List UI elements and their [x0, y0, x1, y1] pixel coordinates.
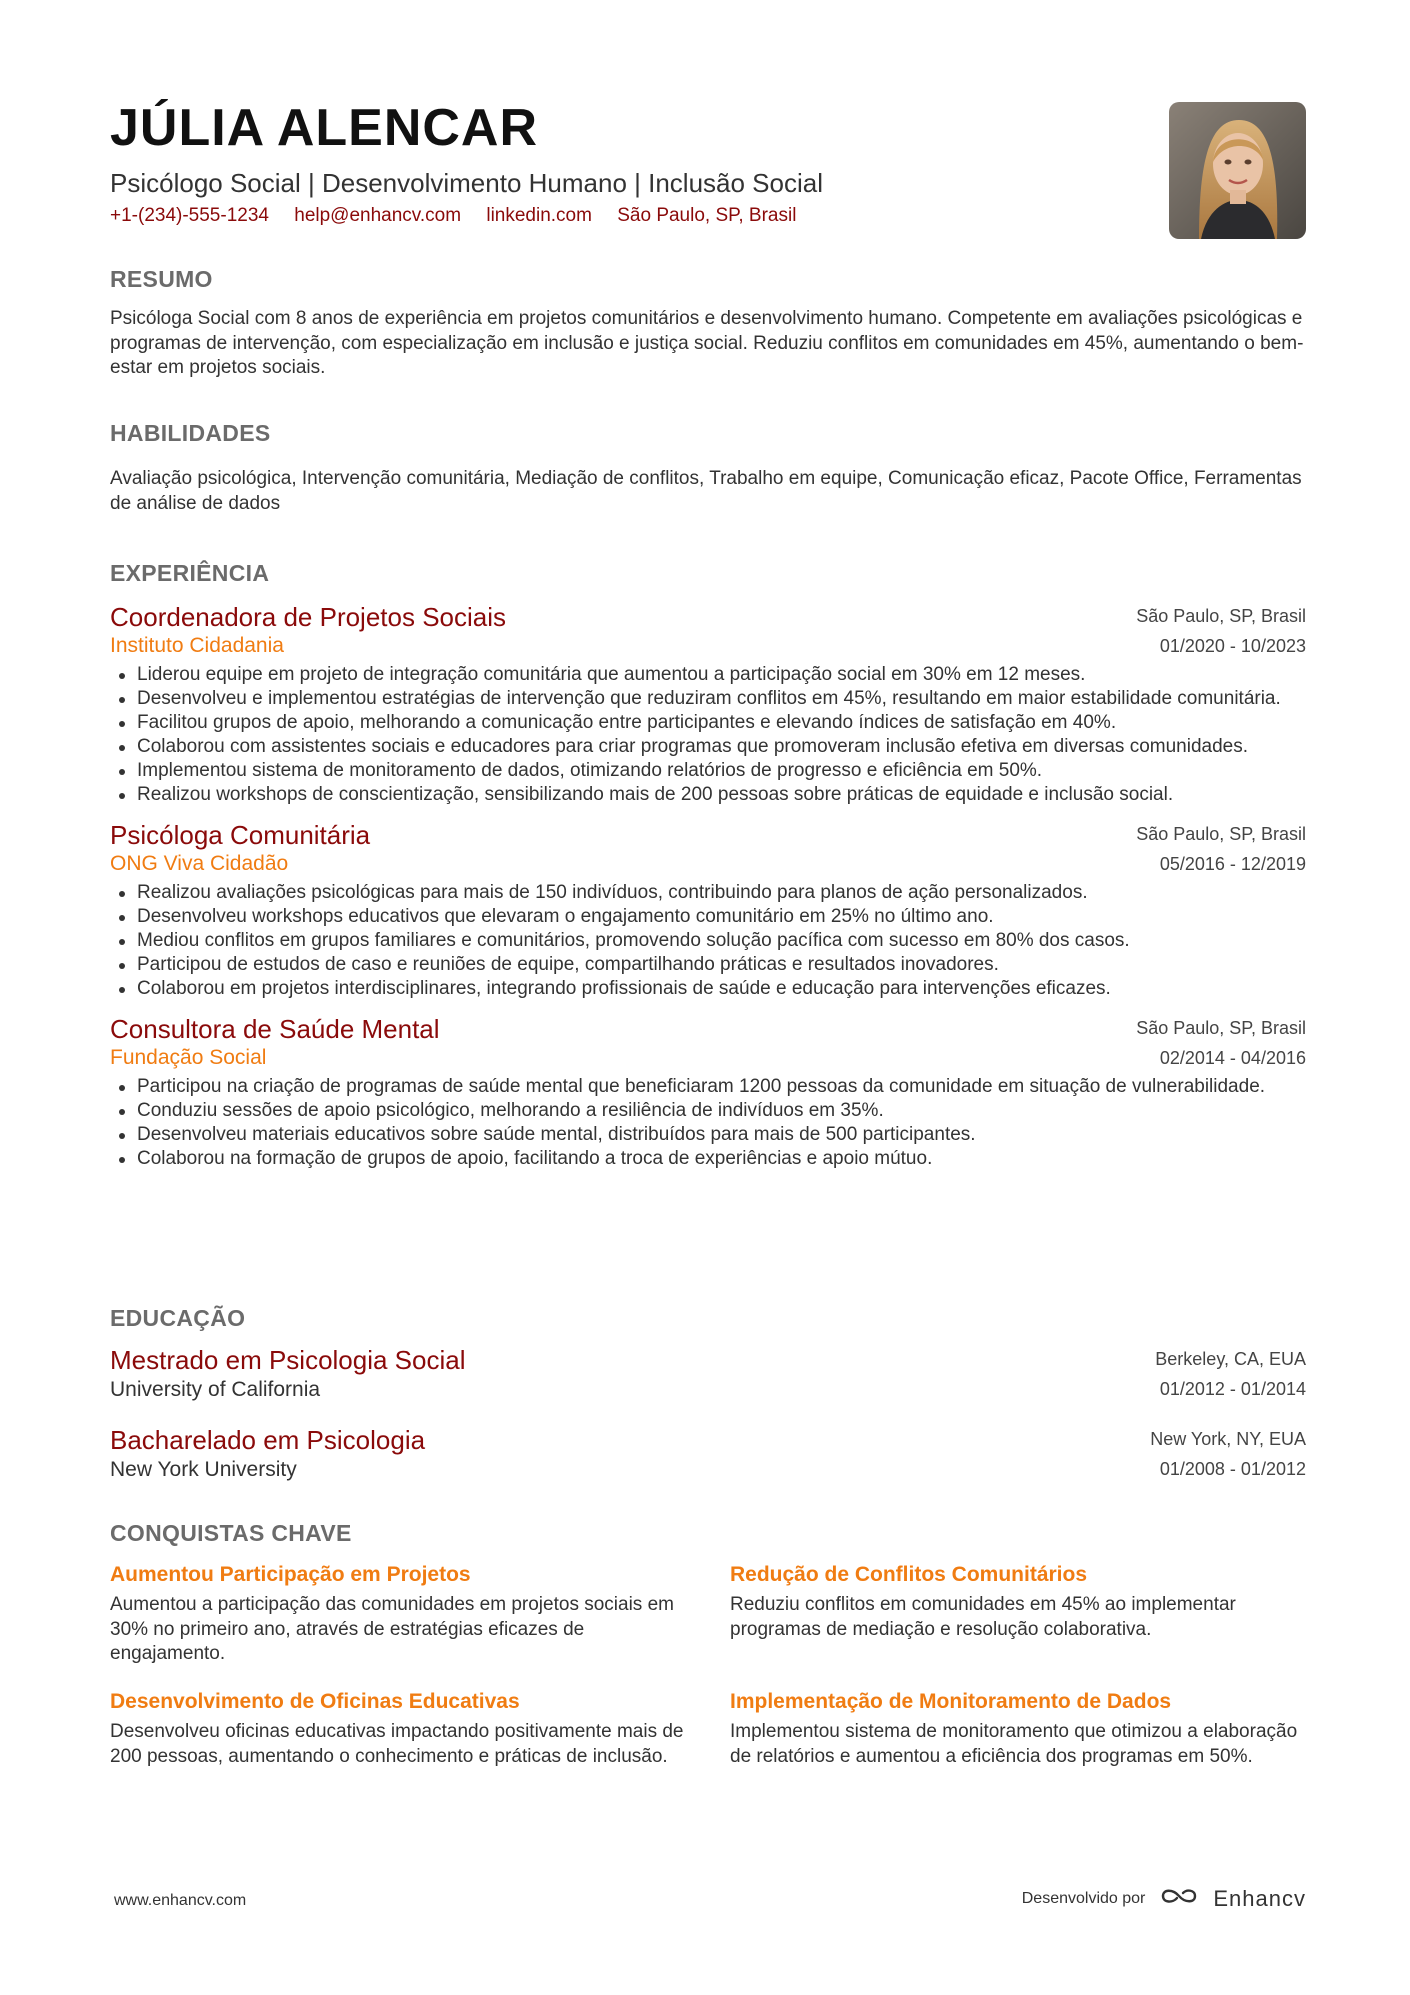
job-header — [110, 1013, 1306, 1073]
candidate-title: Psicólogo Social | Desenvolvimento Humano | Inclusão Social — [110, 168, 823, 198]
job-title: Psicóloga Comunitária — [110, 820, 371, 850]
summary-text: Psicóloga Social com 8 anos de experiência em projetos comunitários e desenvolvimento humano. Competente em avaliações psicológicas e programas de intervenção, com especialização em inclusão e justiça social. Reduziu conflitos em comunidades em 45%, aumentando o bem-estar em projetos sociais. — [110, 308, 1304, 378]
job-bullet: Desenvolveu workshops educativos que elevaram o engajamento comunitário em 25% no último ano. — [110, 905, 1306, 929]
achievement-title: Aumentou Participação em Projetos — [110, 1563, 471, 1586]
skills-text: Avaliação psicológica, Intervenção comunitária, Mediação de conflitos, Trabalho em equipe, Comunicação eficaz, Pacote Office, Ferramentas de análise de dados — [110, 468, 1302, 514]
job-dates: 05/2016 - 12/2019 — [1159, 854, 1306, 874]
achievement-desc: Desenvolveu oficinas educativas impactando positivamente mais de 200 pessoas, aumentando o conhecimento e práticas de inclusão. — [110, 1721, 684, 1767]
education-school: New York University — [110, 1458, 297, 1481]
job-dates: 01/2020 - 10/2023 — [1159, 636, 1306, 656]
job-entry — [110, 601, 1306, 807]
education-section — [110, 1305, 1306, 1504]
job-bullet: Mediou conflitos em grupos familiares e comunitários, promovendo solução pacífica com sucesso em 80% dos casos. — [110, 929, 1306, 953]
job-bullet: Conduziu sessões de apoio psicológico, melhorando a resiliência de indivíduos em 35%. — [110, 1099, 1306, 1123]
job-entry — [110, 819, 1306, 1001]
education-entry — [110, 1344, 1306, 1424]
achievement-desc: Reduziu conflitos em comunidades em 45% ao implementar programas de mediação e resolução colaborativa. — [730, 1594, 1236, 1640]
contact-linkedin[interactable]: linkedin.com — [486, 205, 592, 227]
summary-heading: RESUMO — [110, 266, 213, 292]
job-bullet: Implementou sistema de monitoramento de dados, otimizando relatórios de progresso e eficiência em 50%. — [110, 759, 1306, 783]
job-header — [110, 601, 1306, 661]
job-location: São Paulo, SP, Brasil — [1136, 606, 1306, 626]
education-degree: Mestrado em Psicologia Social — [110, 1345, 466, 1375]
experience-section — [110, 560, 1306, 1171]
job-bullets — [110, 663, 1306, 807]
job-bullet: Colaborou na formação de grupos de apoio, facilitando a troca de experiências e apoio mútuo. — [110, 1147, 1306, 1171]
resume-content — [110, 99, 1306, 1767]
contact-email[interactable]: help@enhancv.com — [294, 205, 462, 227]
education-dates: 01/2008 - 01/2012 — [1159, 1459, 1306, 1479]
job-bullet: Realizou workshops de conscientização, sensibilizando mais de 200 pessoas sobre práticas de equidade e inclusão social. — [110, 783, 1306, 807]
contact-phone[interactable]: +1-(234)-555-1234 — [110, 205, 269, 227]
experience-heading: EXPERIÊNCIA — [110, 560, 270, 586]
education-location: Berkeley, CA, EUA — [1155, 1349, 1306, 1369]
profile-photo — [1169, 102, 1306, 239]
summary-section — [110, 266, 1306, 381]
job-bullet: Colaborou em projetos interdisciplinares, integrando profissionais de saúde e educação para intervenções eficazes. — [110, 977, 1306, 1001]
powered-by-text: Desenvolvido por — [1021, 1889, 1146, 1907]
job-meta — [1136, 601, 1306, 661]
job-bullet: Facilitou grupos de apoio, melhorando a comunicação entre participantes e elevando índices de satisfação em 40%. — [110, 711, 1306, 735]
job-bullet: Realizou avaliações psicológicas para mais de 150 indivíduos, contribuindo para planos de ação personalizados. — [110, 881, 1306, 905]
achievements-heading: CONQUISTAS CHAVE — [110, 1520, 352, 1546]
education-dates: 01/2012 - 01/2014 — [1159, 1379, 1306, 1399]
job-bullet: Colaborou com assistentes sociais e educadores para criar programas que promoveram inclusão efetiva em diversas comunidades. — [110, 735, 1306, 759]
job-entry — [110, 1013, 1306, 1171]
footer-website[interactable]: www.enhancv.com — [114, 1892, 247, 1909]
education-meta — [1155, 1344, 1306, 1404]
job-bullet: Participou na criação de programas de saúde mental que beneficiaram 1200 pessoas da comunidade em situação de vulnerabilidade. — [110, 1075, 1306, 1099]
enhancv-brand[interactable]: Enhancv — [1213, 1885, 1306, 1911]
achievement-desc: Implementou sistema de monitoramento que otimizou a elaboração de relatórios e aumentou a eficiência dos programas em 50%. — [730, 1721, 1298, 1767]
achievement-desc: Aumentou a participação das comunidades em projetos sociais em 30% no primeiro ano, através de estratégias eficazes de engajamento. — [110, 1594, 674, 1664]
education-entry — [110, 1424, 1306, 1504]
job-header — [110, 819, 1306, 879]
job-dates: 02/2014 - 04/2016 — [1159, 1048, 1306, 1068]
skills-heading: HABILIDADES — [110, 420, 271, 446]
achievements-section — [110, 1520, 1306, 1767]
education-school: University of California — [110, 1378, 321, 1401]
job-company: Fundação Social — [110, 1046, 267, 1069]
enhancv-logo-icon — [1159, 1884, 1203, 1913]
education-heading: EDUCAÇÃO — [110, 1305, 246, 1331]
education-meta — [1150, 1424, 1306, 1484]
job-meta — [1136, 819, 1306, 879]
education-location: New York, NY, EUA — [1150, 1429, 1306, 1449]
job-location: São Paulo, SP, Brasil — [1136, 1018, 1306, 1038]
resume-header — [110, 99, 1306, 267]
skills-section — [110, 420, 1306, 516]
job-bullet: Liderou equipe em projeto de integração comunitária que aumentou a participação social em 30% em 12 meses. — [110, 663, 1306, 687]
achievement-title: Redução de Conflitos Comunitários — [730, 1563, 1088, 1586]
job-location: São Paulo, SP, Brasil — [1136, 824, 1306, 844]
achievement-title: Implementação de Monitoramento de Dados — [730, 1690, 1172, 1713]
achievement-item — [730, 1688, 1320, 1769]
job-company: Instituto Cidadania — [110, 634, 284, 657]
job-bullet: Participou de estudos de caso e reuniões de equipe, compartilhando práticas e resultados inovadores. — [110, 953, 1306, 977]
achievement-item — [110, 1561, 700, 1667]
candidate-name: JÚLIA ALENCAR — [110, 99, 539, 157]
job-bullet: Desenvolveu e implementou estratégias de intervenção que reduziram conflitos em 45%, resultando em maior estabilidade comunitária. — [110, 687, 1306, 711]
job-bullet: Desenvolveu materiais educativos sobre saúde mental, distribuídos para mais de 500 participantes. — [110, 1123, 1306, 1147]
job-company: ONG Viva Cidadão — [110, 852, 289, 875]
achievement-item — [110, 1688, 700, 1769]
job-title: Coordenadora de Projetos Sociais — [110, 602, 507, 632]
contact-line — [110, 205, 1306, 227]
job-bullets — [110, 1075, 1306, 1171]
job-meta — [1136, 1013, 1306, 1073]
footer-branding — [1022, 1884, 1306, 1913]
job-bullets — [110, 881, 1306, 1001]
job-title: Consultora de Saúde Mental — [110, 1014, 440, 1044]
education-degree: Bacharelado em Psicologia — [110, 1425, 426, 1455]
achievement-title: Desenvolvimento de Oficinas Educativas — [110, 1690, 520, 1713]
contact-location: São Paulo, SP, Brasil — [617, 205, 797, 227]
achievement-item — [730, 1561, 1320, 1642]
